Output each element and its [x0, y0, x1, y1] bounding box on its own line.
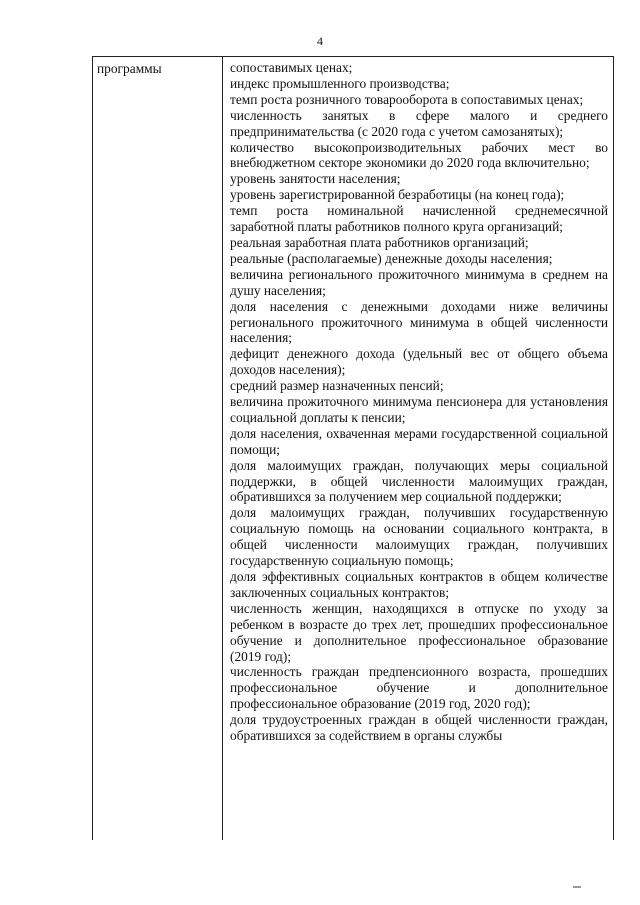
scan-mark	[573, 886, 581, 888]
indicator-item: индекс промышленного производства;	[230, 75, 450, 91]
indicator-item: доля малоимущих граждан, получающих меры социальной поддержки, в общей численности малоимущих граждан, обратившихся за получением мер социальной поддержки;	[230, 457, 608, 505]
indicator-item: численность занятых в сфере малого и среднего предпринимательства (с 2020 года с учетом самозанятых);	[230, 107, 608, 139]
indicator-item: величина прожиточного минимума пенсионера для установления социальной доплаты к пенсии;	[230, 394, 608, 425]
left-cell-label: программы	[97, 61, 162, 76]
table-left-cell	[93, 57, 223, 840]
indicator-item: доля населения с денежными доходами ниже величины регионального прожиточного минимума в общей численности населения;	[230, 298, 608, 346]
indicator-item: сопоставимых ценах;	[230, 60, 353, 75]
indicator-item: численность женщин, находящихся в отпуске по уходу за ребенком в возрасте до трех лет, прошедших профессиональное обучение и дополнительное профессиональное образование (2019 год);	[230, 600, 608, 664]
indicator-item: величина регионального прожиточного минимума в среднем на душу населения;	[230, 266, 608, 298]
indicator-item: дефицит денежного дохода (удельный вес от общего объема доходов населения);	[230, 346, 608, 378]
indicator-item: численность граждан предпенсионного возраста, прошедших профессиональное обучение и дополнительное профессиональное образование (2019 год, 2020 год);	[230, 664, 608, 712]
indicator-item: количество высокопроизводительных рабочих мест во внебюджетном секторе экономики до 2020 года включительно;	[230, 139, 608, 171]
indicator-item: темп роста розничного товарооборота в сопоставимых ценах;	[230, 91, 584, 107]
table-right-cell	[223, 57, 613, 840]
indicator-item: доля населения, охваченная мерами государственной социальной помощи;	[230, 425, 608, 457]
indicator-item: темп роста номинальной начисленной среднемесячной заработной платы работников полного круга организаций;	[230, 203, 608, 235]
indicator-item: доля эффективных социальных контрактов в общем количестве заключенных социальных контрактов;	[230, 569, 608, 600]
indicator-item: реальные (располагаемые) денежные доходы населения;	[230, 250, 553, 266]
indicator-item: доля малоимущих граждан, получивших государственную социальную помощь на основании социального контракта, в общей численности малоимущих граждан, получивших государственную социальную помощь;	[230, 505, 608, 569]
indicator-item: реальная заработная плата работников организаций;	[230, 234, 529, 250]
indicator-item: доля трудоустроенных граждан в общей численности граждан, обратившихся за содействием в органы службы	[230, 712, 608, 744]
indicator-item: уровень зарегистрированной безработицы (на конец года);	[230, 187, 565, 203]
indicator-item: уровень занятости населения;	[230, 171, 401, 187]
page-number: 4	[317, 34, 323, 48]
indicators-table	[92, 56, 614, 840]
indicator-item: средний размер назначенных пенсий;	[230, 378, 444, 394]
